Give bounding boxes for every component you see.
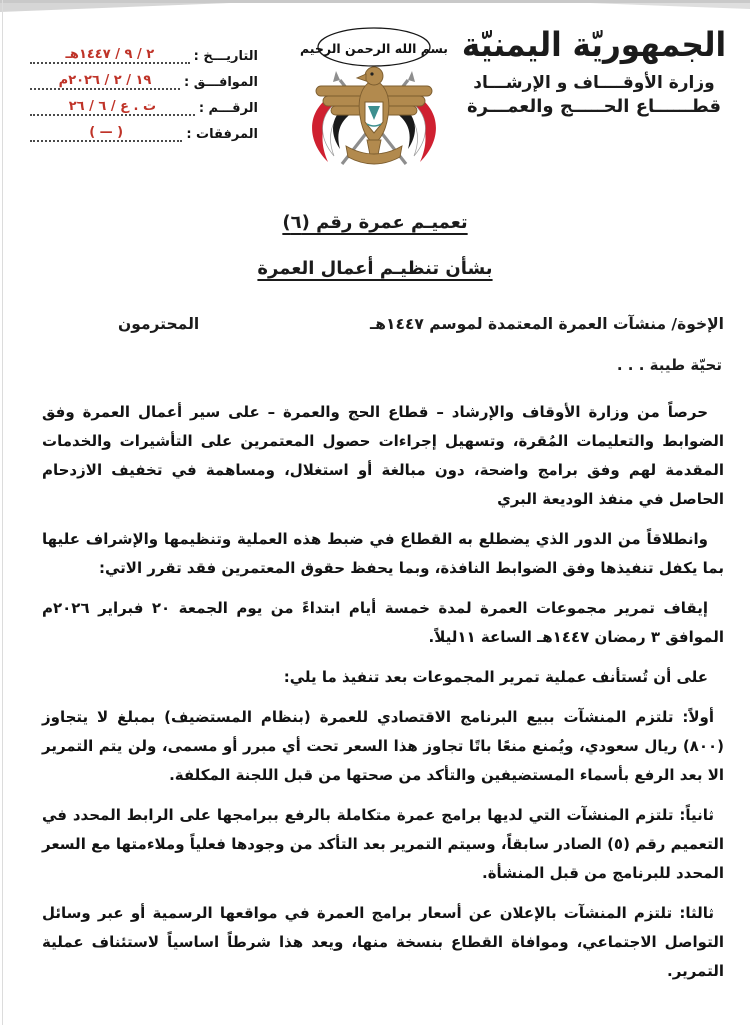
- field-corresponding-line: [30, 70, 180, 90]
- paragraph-resume-intro: على أن تُستأنف عملية تمرير المجموعات بعد تنفيذ ما يلي:: [283, 668, 708, 686]
- field-date-label: التاريـــخ :: [193, 49, 258, 64]
- field-number-label: الرقـــم :: [198, 101, 258, 116]
- field-date: [30, 38, 258, 64]
- field-number-line: [30, 96, 195, 116]
- bismillah-calligraphy: بسم الله الرحمن الرحيم: [300, 41, 448, 56]
- paragraph-decision: إيقاف تمرير مجموعات العمرة لمدة خمسة أيام ابتداءً من يوم الجمعة ٢٠ فبراير ٢٠٢٦م الموافق ٣ رمضان ١٤٤٧هـ الساعة ١١ليلاً.: [42, 599, 724, 646]
- field-date-line: [30, 44, 190, 64]
- clause-first: [42, 703, 724, 790]
- field-corresponding-label: الموافـــق :: [184, 75, 258, 90]
- clause-third: [42, 899, 724, 986]
- sector-name: قطــــــاع الحـــــج والعمـــرة: [466, 95, 722, 117]
- title-line-2: بشأن تنظيـم أعمال العمرة: [257, 258, 493, 279]
- letter-body: [42, 398, 724, 997]
- republic-name: الجمهوريّة اليمنيّة: [461, 25, 727, 65]
- field-attachments: [30, 116, 258, 142]
- scan-corner-right: [590, 3, 750, 9]
- addressee-name: الإخوة/ منشآت العمرة المعتمدة لموسم ١٤٤٧هـ: [369, 315, 724, 333]
- paragraph-preamble-1: حرصاً من وزارة الأوقاف والإرشاد – قطاع الحج والعمرة – على سير أعمال العمرة وفق الضوابط والتعليمات المُقرة، وتسهيل إجراءات حصول المعتمرين على التأشيرات والخدمات المقدمة لهم وفق برامج واضحة، دون مبالغة أو استغلال، ومساهمة في تخفيف الازدحام الحاصل في منفذ الوديعة البري: [42, 403, 724, 508]
- clause-third-text: تلتزم المنشآت بالإعلان عن أسعار برامج العمرة في مواقعها الرسمية أو عبر وسائل التواصل الاجتماعي، وموافاة القطاع بنسخة منها، ويعد هذا شرطاً اساسياً لاستئناف عملية التمرير.: [42, 904, 724, 980]
- greeting-line: تحيّة طيبة . . .: [616, 356, 722, 374]
- clause-third-lead: ثالثا:: [679, 904, 714, 922]
- field-corresponding: [30, 64, 258, 90]
- field-attachments-line: [30, 122, 182, 142]
- clause-first-lead: أولاً:: [682, 708, 714, 726]
- field-number: [30, 90, 258, 116]
- field-date-value: ٢ / ٩ / ١٤٤٧هـ: [65, 47, 155, 62]
- letterhead-right: [448, 26, 740, 117]
- addressee-honorific: المحترمون: [118, 315, 200, 333]
- field-corresponding-value: ١٩ / ٢ / ٢٠٢٦م: [58, 73, 152, 88]
- scan-edge-left: [2, 0, 3, 1025]
- circular-title: [0, 212, 750, 279]
- clause-first-text: تلتزم المنشآت ببيع البرنامج الاقتصادي للعمرة (بنظام المستضيف) بمبلغ لا يتجاوز (٨٠٠) ريال سعودي، ويُمنع منعًا باتًا تجاوز هذا السعر تحت أي مبرر أو مسمى، ولن يتم التمرير الا بعد الرفع بأسماء المستضيفين والتأكد من صحتها من قبل اللجنة المكلفة.: [42, 708, 724, 784]
- title-line-1: تعميـم عمرة رقم (٦): [282, 212, 468, 233]
- meta-fields: [30, 38, 258, 142]
- field-attachments-value: ( — ): [89, 125, 124, 140]
- yemen-coat-of-arms-icon: [288, 20, 460, 170]
- paragraph-preamble-2: وانطلاقاً من الدور الذي يضطلع به القطاع في ضبط هذه العملية وتنظيمها والإشراف عليها بما يكفل تنفيذها وفق الضوابط النافذة، وبما يحفظ حقوق المعتمرين فقد تقرر الاتي:: [42, 530, 724, 577]
- addressee-row: [40, 315, 724, 333]
- scan-corner-left: [0, 3, 230, 12]
- field-number-value: ت . ع / ٦ / ٢٦: [68, 99, 157, 114]
- clause-second-lead: ثانياً:: [679, 806, 714, 824]
- clause-second-text: تلتزم المنشآت التي لديها برامج عمرة متكاملة بالرفع ببرامجها على الرابط المحدد في التعميم رقم (٥) الصادر سابقاً، وسيتم التمرير بعد التأكد من وجودها فعلياً وملاءمتها مع السعر المحدد للبرنامج من قبل المنشأة.: [42, 806, 724, 882]
- clause-second: [42, 801, 724, 888]
- field-attachments-label: المرفقات :: [186, 127, 258, 142]
- ministry-name: وزارة الأوقــــاف و الإرشـــاد: [473, 72, 715, 93]
